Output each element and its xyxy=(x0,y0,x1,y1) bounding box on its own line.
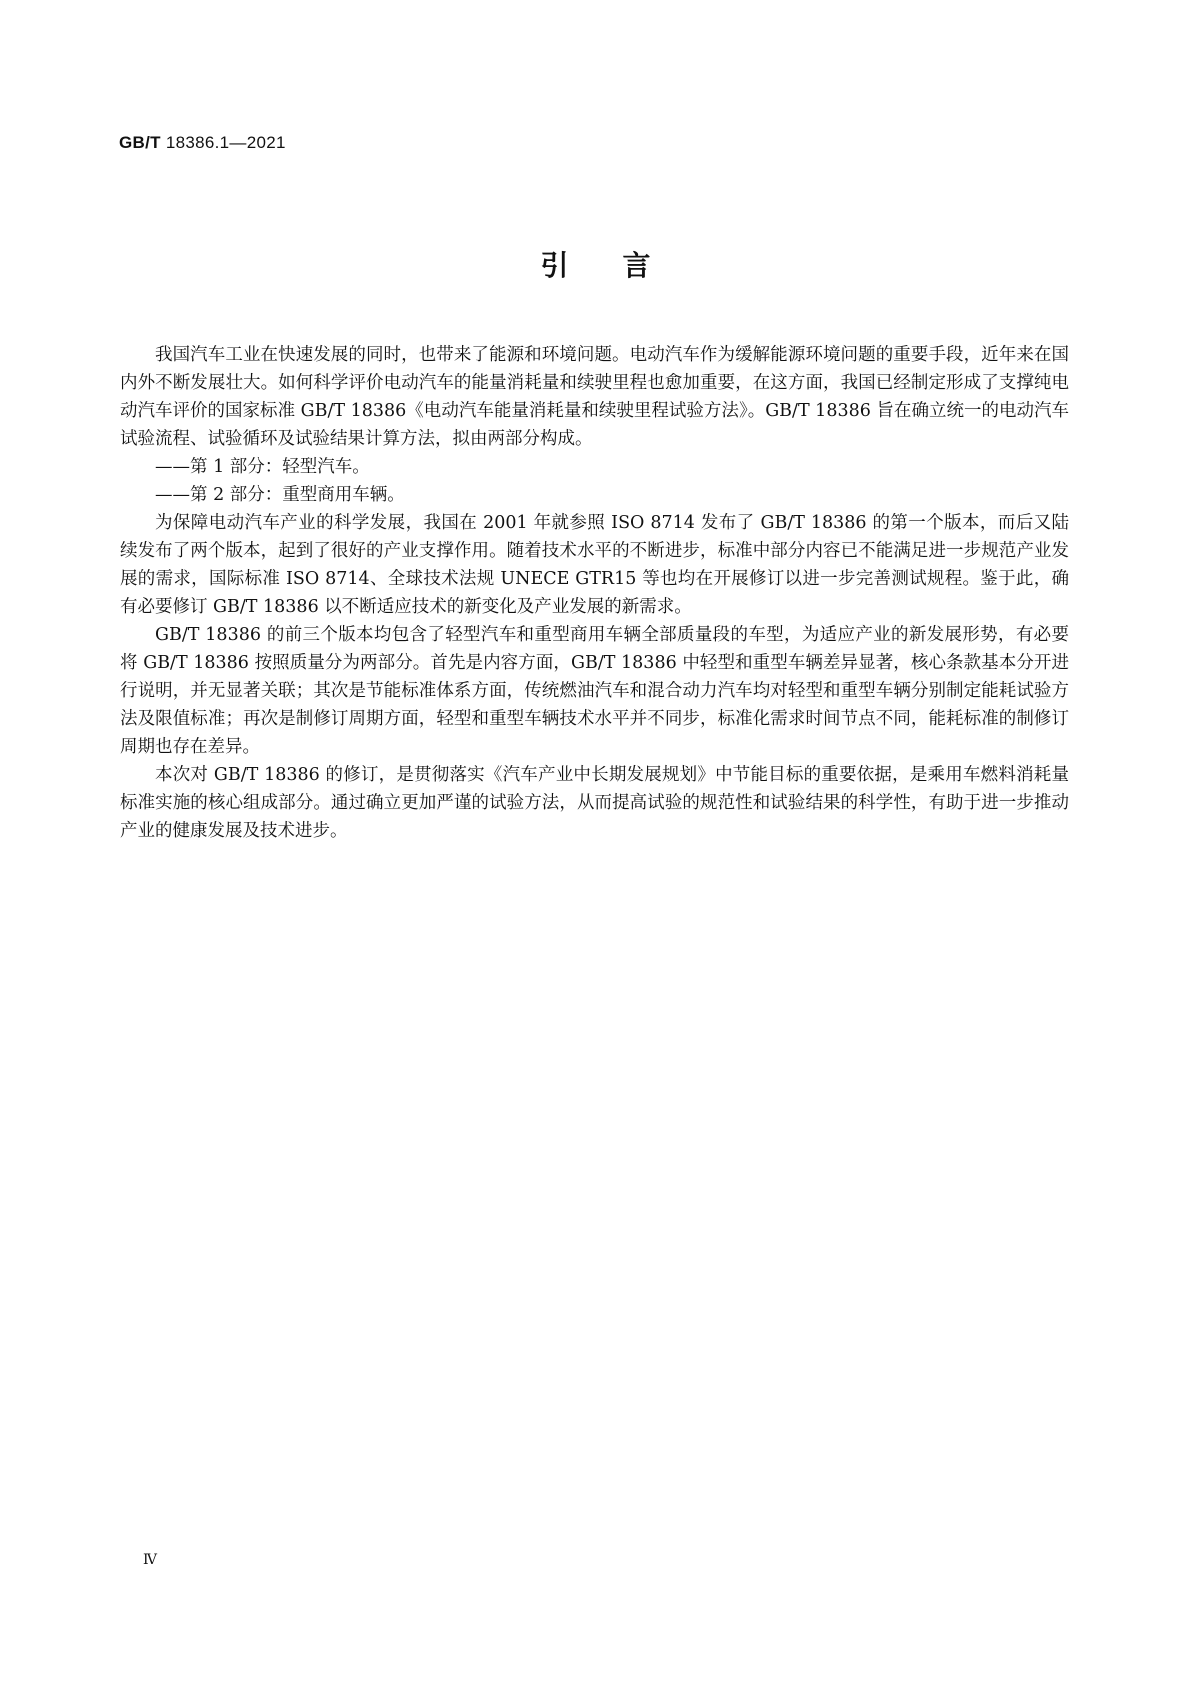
standard-code-prefix: GB/T xyxy=(119,133,161,152)
paragraph-1: 我国汽车工业在快速发展的同时，也带来了能源和环境问题。电动汽车作为缓解能源环境问题的重要手段，近年来在国内外不断发展壮大。如何科学评价电动汽车的能量消耗量和续驶里程也愈加重要，在这方面，我国已经制定形成了支撑纯电动汽车评价的国家标准 GB/T 18386《电动汽车能量消耗量和续驶里程试验方法》。GB/T 18386 旨在确立统一的电动汽车试验流程、试验循环及试验结果计算方法，拟由两部分构成。 xyxy=(120,345,1069,449)
page-number: Ⅳ xyxy=(143,1552,157,1568)
page-title: 引言 xyxy=(540,249,705,282)
paragraph-4: 本次对 GB/T 18386 的修订，是贯彻落实《汽车产业中长期发展规划》中节能目标的重要依据，是乘用车燃料消耗量标准实施的核心组成部分。通过确立更加严谨的试验方法，从而提高试验的规范性和试验结果的科学性，有助于进一步推动产业的健康发展及技术进步。 xyxy=(120,765,1069,841)
paragraph-2: 为保障电动汽车产业的科学发展，我国在 2001 年就参照 ISO 8714 发布了 GB/T 18386 的第一个版本，而后又陆续发布了两个版本，起到了很好的产业支撑作用。随着技术水平的不断进步，标准中部分内容已不能满足进一步规范产业发展的需求，国际标准 ISO 8714、全球技术法规 UNECE GTR15 等也均在开展修订以进一步完善测试规程。鉴于此，确有必要修订 GB/T 18386 以不断适应技术的新变化及产业发展的新需求。 xyxy=(120,513,1069,617)
standard-code-number: 18386.1—2021 xyxy=(165,133,286,152)
standard-code xyxy=(119,133,286,153)
paragraph-3: GB/T 18386 的前三个版本均包含了轻型汽车和重型商用车辆全部质量段的车型，为适应产业的新发展形势，有必要将 GB/T 18386 按照质量分为两部分。首先是内容方面，GB/T 18386 中轻型和重型车辆差异显著，核心条款基本分开进行说明，并无显著关联；其次是节能标准体系方面，传统燃油汽车和混合动力汽车均对轻型和重型车辆分别制定能耗试验方法及限值标准；再次是制修订周期方面，轻型和重型车辆技术水平并不同步，标准化需求时间节点不同，能耗标准的制修订周期也存在差异。 xyxy=(120,625,1069,757)
list-item-part-2: ——第 2 部分：重型商用车辆。 xyxy=(155,485,405,505)
document-body xyxy=(120,341,1069,845)
list-item-part-1: ——第 1 部分：轻型汽车。 xyxy=(155,457,370,477)
